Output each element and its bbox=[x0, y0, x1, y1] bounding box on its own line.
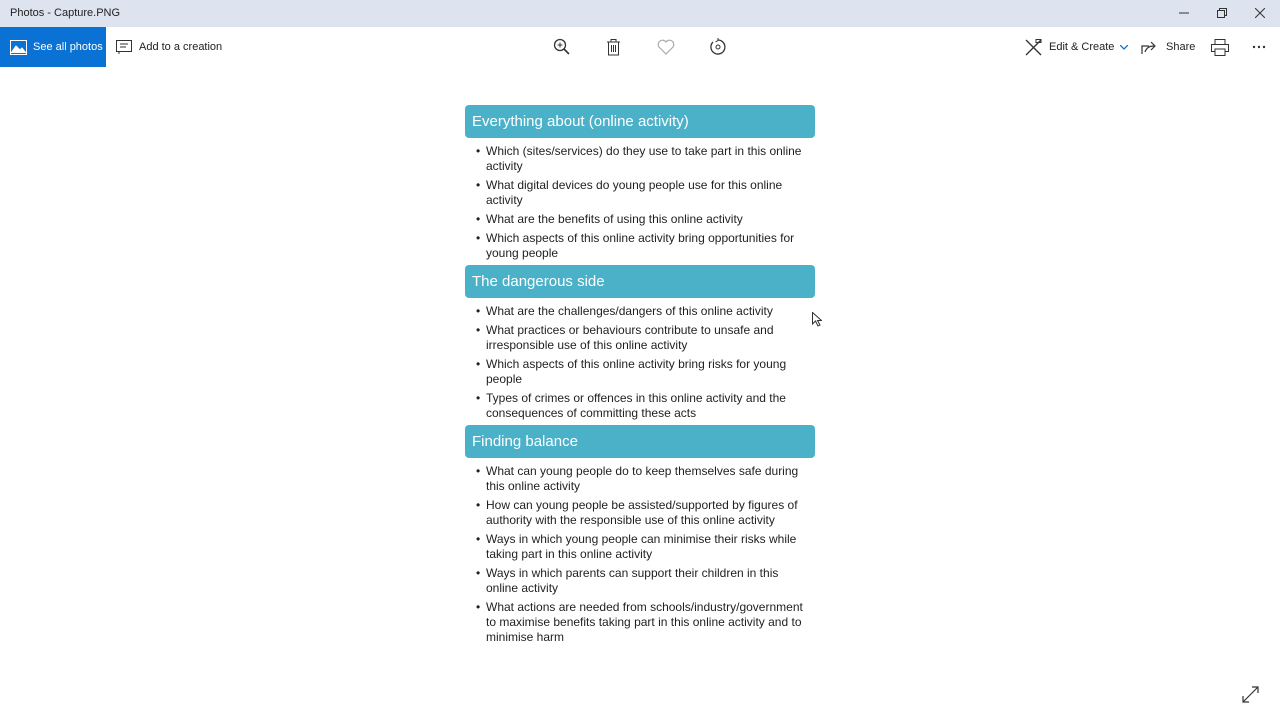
fullscreen-button[interactable] bbox=[1242, 686, 1259, 708]
more-icon bbox=[1252, 45, 1266, 49]
print-icon bbox=[1211, 39, 1229, 56]
edit-create-icon bbox=[1025, 39, 1042, 56]
zoom-button[interactable] bbox=[553, 27, 571, 67]
list-item: • What are the benefits of using this online activity bbox=[476, 212, 743, 226]
title-bar bbox=[0, 0, 1280, 27]
mouse-cursor-icon bbox=[812, 312, 822, 332]
list-item: • What actions are needed from schools/industry/government to maximise benefits taking part in this online activity and to minimise harm bbox=[476, 600, 803, 644]
list-item: • How can young people be assisted/supported by figures of authority with the responsible use of this online activity bbox=[476, 498, 798, 527]
list-item: • Which aspects of this online activity bring opportunities for young people bbox=[476, 231, 795, 260]
zoom-icon bbox=[553, 38, 571, 56]
chevron-down-icon bbox=[1120, 45, 1128, 50]
add-to-creation-button[interactable] bbox=[116, 27, 222, 67]
edit-create-label: Edit & Create bbox=[1049, 41, 1115, 53]
favorite-button[interactable] bbox=[657, 27, 675, 67]
list-item: • Ways in which parents can support their children in this online activity bbox=[476, 566, 779, 595]
section-heading: The dangerous side bbox=[465, 265, 815, 298]
delete-icon bbox=[606, 39, 621, 56]
list-item: • Which aspects of this online activity bring risks for young people bbox=[476, 357, 787, 386]
list-item: • What digital devices do young people use for this online activity bbox=[476, 178, 783, 207]
share-icon bbox=[1141, 40, 1158, 55]
share-label: Share bbox=[1166, 41, 1196, 53]
see-all-photos-button[interactable] bbox=[0, 27, 106, 67]
list-item: • What practices or behaviours contribute to unsafe and irresponsible use of this online activity bbox=[476, 323, 774, 352]
print-button[interactable] bbox=[1211, 27, 1229, 67]
share-button[interactable] bbox=[1141, 27, 1195, 67]
close-button[interactable] bbox=[1241, 0, 1279, 27]
delete-button[interactable] bbox=[606, 27, 621, 67]
restore-button[interactable] bbox=[1203, 0, 1241, 27]
add-to-creation-label: Add to a creation bbox=[139, 41, 223, 53]
list-item: • What can young people do to keep themselves safe during this online activity bbox=[476, 464, 799, 493]
close-icon bbox=[1255, 5, 1265, 23]
more-button[interactable] bbox=[1252, 27, 1266, 67]
section-finding-balance bbox=[465, 425, 815, 645]
list-item: • Ways in which young people can minimise their risks while taking part in this online activity bbox=[476, 532, 797, 561]
rotate-button[interactable] bbox=[709, 27, 727, 67]
rotate-icon bbox=[709, 38, 727, 56]
list-item: • Types of crimes or offences in this online activity and the consequences of committing these acts bbox=[476, 391, 786, 420]
see-all-photos-label: See all photos bbox=[33, 41, 103, 53]
section-heading: Everything about (online activity) bbox=[465, 105, 815, 138]
photo-content bbox=[465, 105, 815, 649]
minimize-button[interactable] bbox=[1165, 0, 1203, 27]
expand-icon bbox=[1242, 690, 1259, 707]
edit-create-button[interactable] bbox=[1025, 27, 1128, 67]
list-item: • Which (sites/services) do they use to take part in this online activity bbox=[476, 144, 802, 173]
minimize-icon bbox=[1179, 5, 1189, 23]
section-dangerous-side bbox=[465, 265, 815, 421]
favorite-icon bbox=[657, 39, 675, 55]
list-item: • What are the challenges/dangers of this online activity bbox=[476, 304, 773, 318]
window-title: Photos - Capture.PNG bbox=[10, 7, 121, 19]
add-creation-icon bbox=[116, 40, 132, 54]
section-heading: Finding balance bbox=[465, 425, 815, 458]
section-everything-about bbox=[465, 105, 815, 261]
restore-icon bbox=[1217, 5, 1227, 23]
photos-icon bbox=[10, 40, 27, 55]
toolbar bbox=[0, 27, 1280, 67]
